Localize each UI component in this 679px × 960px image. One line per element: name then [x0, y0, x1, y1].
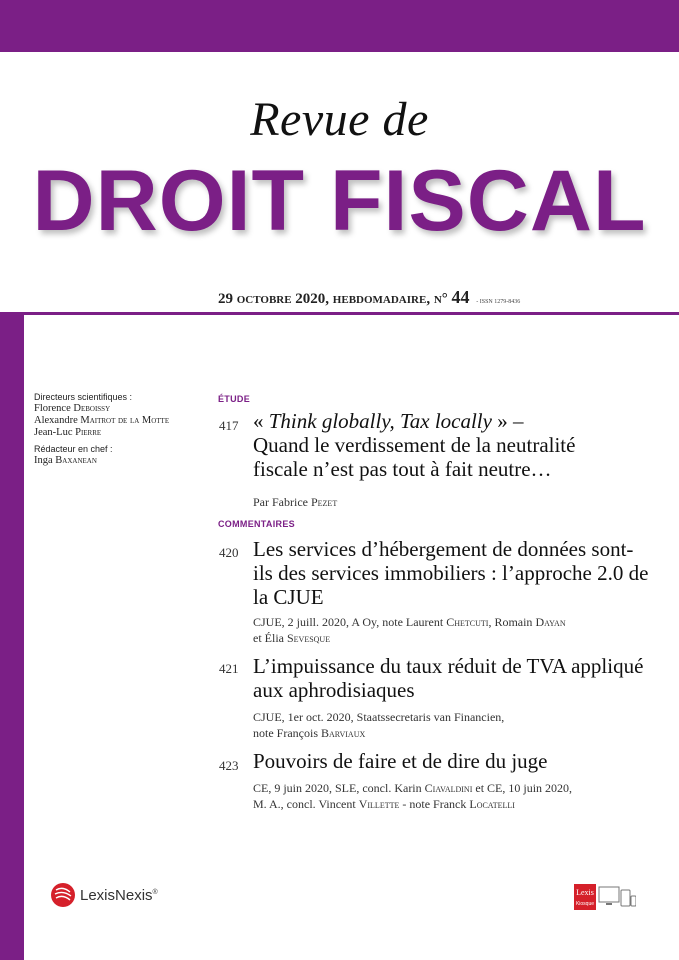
ref-text: et Élia — [253, 631, 284, 645]
ref-author: Dayan — [535, 615, 566, 629]
klx-top-label: Lexis — [576, 888, 594, 897]
title-line: Quand le verdissement de la neutralité — [253, 433, 576, 457]
ref-text: CJUE, 2 juill. 2020, A Oy, note Laurent — [253, 615, 444, 629]
section-label-etude: ÉTUDE — [218, 394, 251, 404]
chief-editor-name — [34, 455, 209, 467]
journal-title: DROIT FISCAL — [32, 153, 647, 249]
director-last-name: Deboissy — [73, 403, 111, 414]
editorial-board — [34, 391, 209, 467]
ref-author: Locatelli — [469, 797, 515, 811]
registered-mark: ® — [152, 888, 158, 896]
director-last-name: Maitrot de la Motte — [80, 415, 170, 426]
divider-rule — [0, 312, 679, 315]
article-author — [253, 494, 653, 510]
issn: - ISSN 1279-8436 — [476, 299, 521, 305]
monitor-stand-icon — [606, 903, 612, 905]
phone-icon — [631, 896, 636, 906]
monitor-icon — [599, 887, 619, 902]
issue-line — [218, 287, 520, 308]
ref-author: Sevesque — [286, 631, 331, 645]
journal-title-prefix: Revue de — [250, 93, 429, 146]
director-name — [34, 415, 209, 427]
director-first-name: Jean-Luc — [34, 427, 73, 438]
title-italic: Think globally, Tax locally — [268, 409, 492, 433]
director-name — [34, 403, 209, 415]
chief-first-name: Inga — [34, 455, 53, 466]
article-reference — [253, 614, 653, 646]
chief-last-name: Baxanean — [55, 455, 97, 466]
article-reference — [253, 780, 653, 812]
lexis-kiosque-logo-icon[interactable] — [574, 884, 636, 910]
ref-author: Villette — [358, 797, 400, 811]
article-title[interactable]: Pouvoirs de faire et de dire du juge — [253, 749, 548, 773]
article-number: 421 — [219, 661, 239, 676]
article-title[interactable]: Les services d’hébergement de données sont-ils des services immobiliers : l’approche 2.0 de la CJUE — [253, 537, 649, 609]
article-number: 423 — [219, 758, 239, 773]
article-reference — [253, 709, 653, 741]
klx-bottom-label: Kiosque — [575, 901, 595, 907]
ref-text: et CE, 10 juin 2020, — [475, 781, 573, 795]
ref-text: M. A., concl. Vincent — [253, 797, 356, 811]
director-last-name: Pierre — [75, 427, 102, 438]
issue-date-frequency: 29 octobre 2020, hebdomadaire, n° — [218, 291, 448, 307]
director-first-name: Alexandre — [34, 415, 78, 426]
top-color-band — [0, 0, 679, 52]
directors-label: Directeurs scientifiques : — [34, 392, 133, 402]
lexisnexis-emblem-icon — [50, 882, 76, 908]
chief-editor-label: Rédacteur en chef : — [34, 444, 113, 454]
article-title[interactable] — [253, 409, 653, 481]
director-name — [34, 427, 209, 439]
author-prefix: Par Fabrice — [253, 495, 308, 509]
ref-author: Chetcuti — [446, 615, 489, 629]
publisher-logo[interactable] — [50, 882, 158, 908]
title-line: fiscale n’est pas tout à fait neutre… — [253, 457, 552, 481]
publisher-name — [80, 887, 158, 904]
ref-text: , Romain — [488, 615, 533, 629]
ref-author: Ciavaldini — [424, 781, 473, 795]
tablet-icon — [621, 890, 630, 906]
ref-author: Barviaux — [321, 726, 366, 740]
director-first-name: Florence — [34, 403, 71, 414]
ref-text: note François — [253, 726, 318, 740]
article-number: 420 — [219, 545, 239, 560]
article-title[interactable]: L’impuissance du taux réduit de TVA appliqué aux aphrodisiaques — [253, 654, 644, 702]
issue-number: 44 — [451, 287, 470, 307]
ref-text: - note Franck — [402, 797, 467, 811]
ref-text: CE, 9 juin 2020, SLE, concl. Karin — [253, 781, 422, 795]
title-open-quote: « — [253, 409, 269, 433]
article-number: 417 — [219, 418, 239, 433]
publisher-wordmark: LexisNexis — [80, 886, 153, 904]
ref-text: CJUE, 1er oct. 2020, Staatssecretaris van Financien, — [253, 710, 505, 724]
title-close-quote: » – — [491, 409, 524, 433]
left-color-band — [0, 312, 24, 960]
author-last-name: Pezet — [310, 495, 338, 509]
section-label-commentaires: COMMENTAIRES — [218, 519, 295, 529]
